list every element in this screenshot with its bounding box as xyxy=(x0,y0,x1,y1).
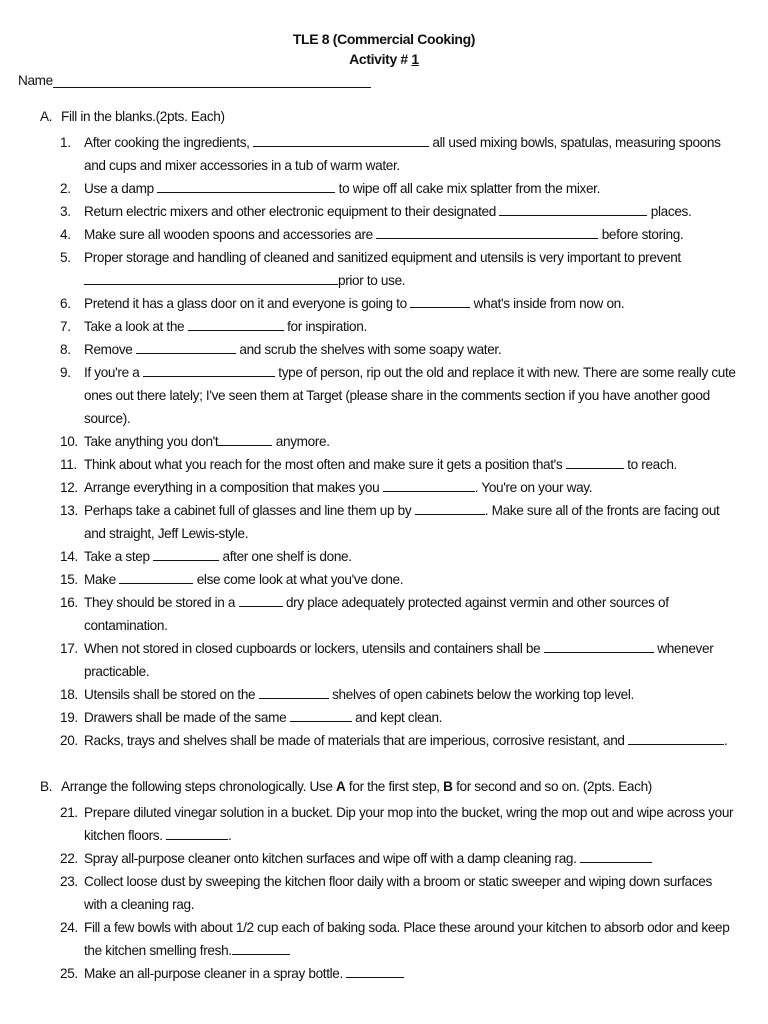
answer-blank[interactable] xyxy=(188,317,284,331)
worksheet-title: TLE 8 (Commercial Cooking) xyxy=(292,31,476,47)
question-text xyxy=(84,637,738,683)
question-item xyxy=(40,729,738,752)
question-text-part: Pretend it has a glass door on it and everyone is going to xyxy=(84,296,411,311)
question-text xyxy=(84,962,738,985)
question-number: 2. xyxy=(60,181,71,196)
answer-blank[interactable] xyxy=(259,685,329,699)
question-text-part: Think about what you reach for the most often and make sure it gets a position that's xyxy=(84,457,566,472)
instruction-text: Arrange the following steps chronologically. Use xyxy=(61,779,337,794)
question-text xyxy=(84,200,738,223)
question-text-part: Collect loose dust by sweeping the kitchen floor daily with a broom or static sweeper and wiping down surfaces with a cleaning rag. xyxy=(84,874,712,912)
question-text-part: type of person, rip out the old and replace it with new. There are some really cute ones out there lately; I've seen them at Target (please share in the comments section if you have another good source). xyxy=(84,365,736,426)
question-text-part: for inspiration. xyxy=(283,319,367,334)
answer-blank[interactable] xyxy=(628,731,724,745)
question-text-part: . Make sure all of the fronts are facing out and straight, Jeff Lewis-style. xyxy=(84,503,720,541)
activity-heading xyxy=(0,51,768,67)
question-text-part: . You're on your way. xyxy=(474,480,593,495)
section-a xyxy=(40,108,738,752)
question-number: 8. xyxy=(60,342,71,357)
question-text xyxy=(84,430,738,453)
question-item xyxy=(40,568,738,591)
answer-blank[interactable] xyxy=(290,708,352,722)
question-text-part: . xyxy=(228,828,232,843)
question-number: 14. xyxy=(60,549,78,564)
answer-blank[interactable] xyxy=(218,432,272,446)
question-text-part: Drawers shall be made of the same xyxy=(84,710,290,725)
question-text xyxy=(84,338,738,361)
question-text-part: Arrange everything in a composition that makes you xyxy=(84,480,383,495)
answer-blank[interactable] xyxy=(253,133,429,147)
answer-blank[interactable] xyxy=(143,363,275,377)
question-text-part: Take anything you don't xyxy=(84,434,219,449)
question-number: 22. xyxy=(60,851,78,866)
answer-blank[interactable] xyxy=(499,202,647,216)
question-text xyxy=(84,568,738,591)
question-text xyxy=(84,847,738,870)
question-text-part: and scrub the shelves with some soapy water. xyxy=(235,342,502,357)
question-text xyxy=(84,729,738,752)
question-text-part: Take a step xyxy=(84,549,154,564)
section-a-items xyxy=(40,131,738,752)
question-text xyxy=(84,870,738,916)
question-text xyxy=(84,177,738,200)
question-number: 25. xyxy=(60,966,78,981)
section-b-heading xyxy=(40,778,738,801)
question-item xyxy=(40,223,738,246)
question-item xyxy=(40,361,738,430)
question-item xyxy=(40,637,738,683)
section-b-instruction xyxy=(61,778,652,795)
question-item xyxy=(40,916,738,962)
question-text-part: prior to use. xyxy=(338,273,406,288)
answer-blank[interactable] xyxy=(415,501,485,515)
answer-blank[interactable] xyxy=(346,964,404,978)
question-text xyxy=(84,476,738,499)
section-b xyxy=(40,778,738,985)
question-text xyxy=(84,131,738,177)
answer-blank[interactable] xyxy=(383,478,475,492)
question-text-part: and kept clean. xyxy=(351,710,443,725)
question-text-part: what's inside from now on. xyxy=(470,296,625,311)
section-a-instruction: Fill in the blanks.(2pts. Each) xyxy=(61,109,225,124)
answer-blank[interactable] xyxy=(232,941,290,955)
answer-blank[interactable] xyxy=(157,179,335,193)
question-item xyxy=(40,177,738,200)
question-number: 13. xyxy=(60,503,78,518)
question-number: 12. xyxy=(60,480,78,495)
question-item xyxy=(40,870,738,916)
question-text-part: to wipe off all cake mix splatter from the mixer. xyxy=(335,181,601,196)
question-item xyxy=(40,962,738,985)
question-text xyxy=(84,315,738,338)
question-number: 21. xyxy=(60,805,78,820)
question-text xyxy=(84,683,738,706)
question-item xyxy=(40,683,738,706)
question-item xyxy=(40,499,738,545)
section-b-letter: B. xyxy=(40,779,53,794)
question-number: 10. xyxy=(60,434,78,449)
question-item xyxy=(40,315,738,338)
question-text xyxy=(84,706,738,729)
question-item xyxy=(40,847,738,870)
answer-blank[interactable] xyxy=(566,455,624,469)
question-text-part: places. xyxy=(647,204,692,219)
question-text xyxy=(84,499,738,545)
question-number: 19. xyxy=(60,710,78,725)
question-item xyxy=(40,430,738,453)
question-item xyxy=(40,476,738,499)
question-text-part: after one shelf is done. xyxy=(219,549,352,564)
question-text-part: Make an all-purpose cleaner in a spray bottle. xyxy=(84,966,347,981)
answer-blank[interactable] xyxy=(544,639,654,653)
answer-blank[interactable] xyxy=(239,593,283,607)
question-item xyxy=(40,200,738,223)
section-a-letter: A. xyxy=(40,109,53,124)
question-item xyxy=(40,801,738,847)
answer-blank[interactable] xyxy=(153,547,219,561)
question-number: 11. xyxy=(60,457,77,472)
question-text-part: Make xyxy=(84,572,120,587)
question-number: 7. xyxy=(60,319,71,334)
question-number: 18. xyxy=(60,687,78,702)
question-item xyxy=(40,292,738,315)
question-number: 20. xyxy=(60,733,78,748)
question-number: 24. xyxy=(60,920,78,935)
activity-prefix: Activity # xyxy=(349,51,412,67)
question-number: 3. xyxy=(60,204,71,219)
question-text-part: Spray all-purpose cleaner onto kitchen surfaces and wipe off with a damp cleaning rag. xyxy=(84,851,580,866)
question-text-part: Prepare diluted vinegar solution in a bucket. Dip your mop into the bucket, wring the mop out and wipe across your kitchen floors. xyxy=(84,805,734,843)
question-text-part: Racks, trays and shelves shall be made of materials that are imperious, corrosive resistant, and xyxy=(84,733,629,748)
question-item xyxy=(40,338,738,361)
question-number: 17. xyxy=(60,641,78,656)
question-number: 1. xyxy=(60,135,71,150)
question-item xyxy=(40,131,738,177)
instruction-text: for the first step, xyxy=(345,779,444,794)
question-item xyxy=(40,246,738,292)
answer-blank[interactable] xyxy=(119,570,193,584)
question-text-part: . xyxy=(724,733,728,748)
instruction-bold-b: B xyxy=(443,779,453,794)
question-text-part: When not stored in closed cupboards or lockers, utensils and containers shall be xyxy=(84,641,544,656)
question-item xyxy=(40,591,738,637)
question-text xyxy=(84,246,738,292)
question-text-part: Perhaps take a cabinet full of glasses and line them up by xyxy=(84,503,415,518)
question-text-part: shelves of open cabinets below the working top level. xyxy=(328,687,634,702)
activity-number: 1 xyxy=(411,51,419,67)
question-number: 23. xyxy=(60,874,78,889)
question-text xyxy=(84,801,738,847)
instruction-bold-a: A xyxy=(336,779,346,794)
question-item xyxy=(40,453,738,476)
question-text xyxy=(84,916,738,962)
question-number: 15. xyxy=(60,572,78,587)
question-text xyxy=(84,591,738,637)
question-text-part: Remove xyxy=(84,342,136,357)
instruction-text: for second and so on. (2pts. Each) xyxy=(452,779,652,794)
question-number: 6. xyxy=(60,296,71,311)
answer-blank[interactable] xyxy=(580,849,652,863)
question-number: 9. xyxy=(60,365,71,380)
question-item xyxy=(40,706,738,729)
question-text-part: Return electric mixers and other electronic equipment to their designated xyxy=(84,204,500,219)
question-number: 5. xyxy=(60,250,71,265)
answer-blank[interactable] xyxy=(136,340,236,354)
question-text-part: Utensils shall be stored on the xyxy=(84,687,259,702)
answer-blank[interactable] xyxy=(376,225,598,239)
question-number: 16. xyxy=(60,595,78,610)
answer-blank[interactable] xyxy=(410,294,470,308)
question-text-part: Take a look at the xyxy=(84,319,188,334)
question-text xyxy=(84,545,738,568)
question-text-part: If you're a xyxy=(84,365,143,380)
question-text-part: before storing. xyxy=(598,227,684,242)
question-text-part: Fill a few bowls with about 1/2 cup each of baking soda. Place these around your kitchen to absorb odor and keep the kitchen smelling fresh. xyxy=(84,920,730,958)
question-item xyxy=(40,545,738,568)
question-text-part: anymore. xyxy=(272,434,330,449)
question-text-part: Make sure all wooden spoons and accessories are xyxy=(84,227,377,242)
name-blank[interactable] xyxy=(53,73,371,88)
name-field xyxy=(18,73,371,88)
section-b-items xyxy=(40,801,738,985)
answer-blank[interactable] xyxy=(84,271,338,285)
question-text-part: Use a damp xyxy=(84,181,158,196)
question-number: 4. xyxy=(60,227,71,242)
question-text xyxy=(84,223,738,246)
question-text xyxy=(84,361,738,430)
question-text-part: else come look at what you've done. xyxy=(193,572,404,587)
question-text-part: whenever practicable. xyxy=(84,641,714,679)
question-text-part: dry place adequately protected against vermin and other sources of contamination. xyxy=(84,595,669,633)
question-text-part: Proper storage and handling of cleaned and sanitized equipment and utensils is very important to prevent xyxy=(84,250,681,265)
question-text-part: After cooking the ingredients, xyxy=(84,135,253,150)
question-text xyxy=(84,453,738,476)
name-label: Name xyxy=(18,73,53,88)
question-text-part: all used mixing bowls, spatulas, measuring spoons and cups and mixer accessories in a tub of warm water. xyxy=(84,135,721,173)
answer-blank[interactable] xyxy=(166,826,228,840)
question-text xyxy=(84,292,738,315)
question-text-part: They should be stored in a xyxy=(84,595,239,610)
question-text-part: to reach. xyxy=(623,457,677,472)
section-a-heading xyxy=(40,108,738,131)
